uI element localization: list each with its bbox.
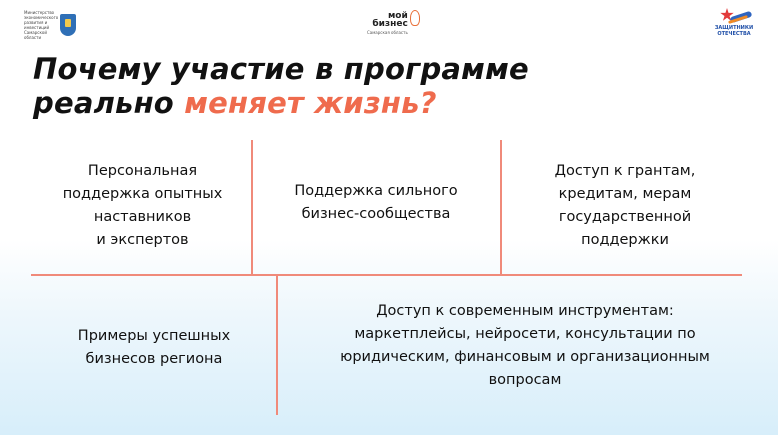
benefit-tools (300, 300, 750, 392)
benefit-text-line: поддержки (581, 232, 669, 248)
benefit-text-line: бизнес-сообщества (301, 206, 451, 222)
zashchitniki-logo (712, 8, 756, 37)
benefit-text-line: наставников (93, 209, 192, 225)
ministry-logo-line: Министерство (24, 10, 55, 15)
vertical-divider (276, 276, 278, 415)
benefit-text-line: Доступ к грантам, (554, 163, 696, 179)
benefit-text-line: бизнесов региона (85, 351, 223, 367)
benefit-mentors (40, 160, 245, 252)
benefit-grants (510, 160, 740, 252)
slide-title-line2: реально (33, 86, 185, 120)
slide-title (33, 52, 529, 120)
moy-biznes-logo-line: бизнес (372, 19, 408, 29)
lightbulb-icon (410, 10, 420, 26)
benefit-text-line: поддержка опытных (62, 186, 223, 202)
ministry-logo-line: развития и инвестиций (24, 20, 50, 30)
benefit-text-line: Персональная (87, 163, 198, 179)
benefit-text-line: вопросам (488, 372, 562, 388)
slide-title-line1: Почему участие в программе (33, 52, 529, 86)
ministry-logo (24, 10, 76, 40)
zashchitniki-logo-line: ЗАЩИТНИКИ (714, 25, 754, 31)
star-ribbon-icon (714, 8, 754, 26)
slide-title-accent: меняет жизнь? (184, 86, 437, 120)
moy-biznes-logo-line: мой (387, 11, 408, 21)
moy-biznes-logo-sub: Самарская область (367, 30, 408, 35)
benefit-text-line: Поддержка сильного (294, 183, 458, 199)
zashchitniki-logo-text (712, 26, 756, 37)
ministry-logo-line: Самарской области (24, 30, 47, 40)
benefit-text-line: и экспертов (96, 232, 189, 248)
benefit-success-examples (40, 325, 268, 371)
ministry-logo-text (24, 10, 59, 40)
horizontal-divider (31, 274, 742, 276)
benefit-text-line: маркетплейсы, нейросети, консультации по (354, 326, 696, 342)
coat-of-arms-icon (60, 14, 76, 36)
vertical-divider (251, 140, 253, 275)
benefit-text-line: кредитам, мерам (558, 186, 692, 202)
moy-biznes-logo (367, 12, 420, 36)
vertical-divider (500, 140, 502, 275)
benefit-text-line: Доступ к современным инструментам: (376, 303, 674, 319)
benefit-text-line: юридическим, финансовым и организационным (340, 349, 710, 365)
benefit-community (262, 180, 490, 226)
benefit-text-line: государственной (558, 209, 692, 225)
ministry-logo-line: экономического (24, 15, 59, 20)
moy-biznes-logo-text (367, 12, 408, 36)
benefit-text-line: Примеры успешных (77, 328, 231, 344)
zashchitniki-logo-line: ОТЕЧЕСТВА (717, 30, 751, 37)
